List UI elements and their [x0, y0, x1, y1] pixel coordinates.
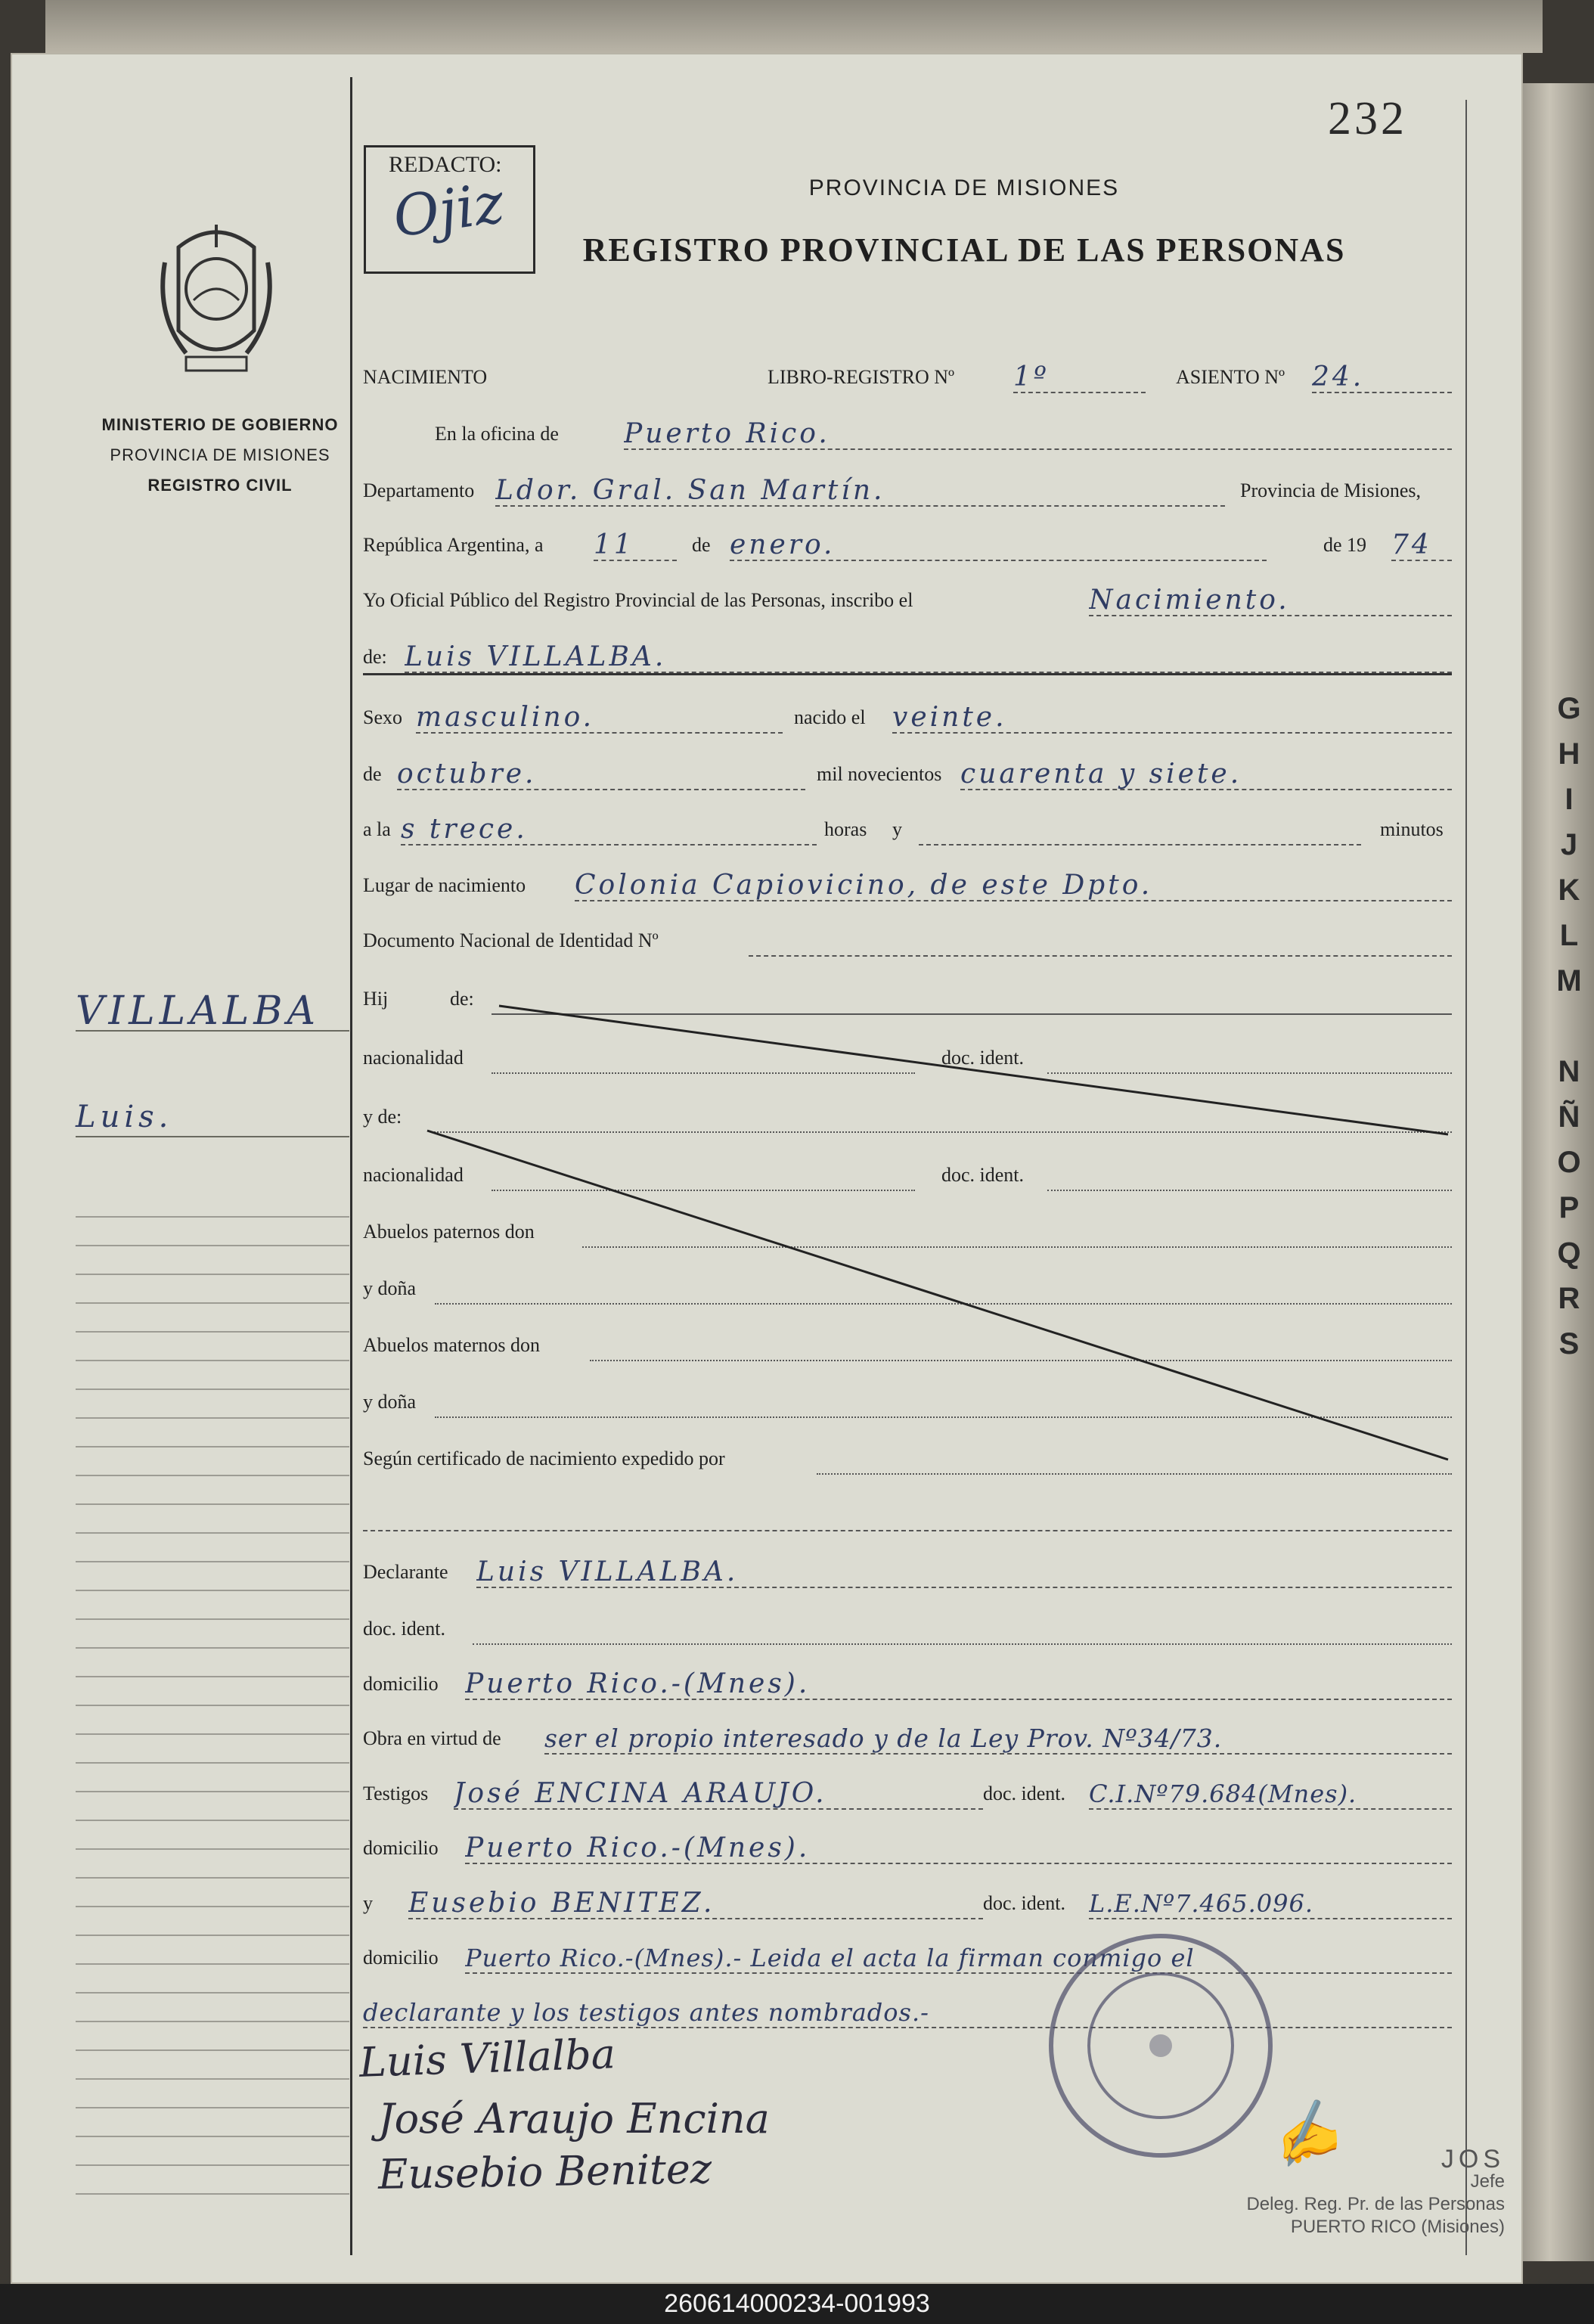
lugar-value: Colonia Capiovicino, de este Dpto. — [575, 871, 1452, 901]
hijo-label: Hij — [363, 988, 389, 1010]
continuacion-value: declarante y los testigos antes nombrados.- — [363, 1998, 1452, 2028]
row-declarante-doc — [363, 1607, 1452, 1645]
testigo2-value: Eusebio BENITEZ. — [408, 1889, 983, 1919]
tab-letter[interactable]: K — [1558, 873, 1580, 907]
sexo-value: masculino. — [416, 703, 783, 734]
de-label: de — [692, 534, 711, 556]
oficial-label: Yo Oficial Público del Registro Provincial de las Personas, inscribo el — [363, 589, 913, 611]
y-testigo-label: y — [363, 1892, 373, 1914]
tab-letter[interactable]: L — [1559, 919, 1579, 952]
testigo1-doc-label: doc. ident. — [983, 1783, 1066, 1804]
hora-value: s trece. — [401, 815, 817, 846]
declarante-domicilio-value: Puerto Rico.-(Mnes). — [465, 1670, 1452, 1700]
row-declarante-domicilio — [363, 1662, 1452, 1700]
row-continuacion — [363, 1990, 1452, 2028]
anio-value: 74 — [1391, 531, 1452, 561]
oficina-value: Puerto Rico. — [624, 420, 1452, 450]
minutos-label: minutos — [1380, 818, 1444, 840]
domicilio-label: domicilio — [363, 1837, 439, 1859]
anio-label: de 19 — [1323, 534, 1367, 556]
provincia-label: Provincia de Misiones, — [1240, 479, 1422, 501]
nacionalidad-label: nacionalidad — [363, 1164, 464, 1186]
official-stamp-text — [1225, 2145, 1505, 2239]
de-persona-label: de: — [363, 646, 387, 668]
certificado-label: Según certificado de nacimiento expedido por — [363, 1447, 725, 1469]
doc-ident-label: doc. ident. — [941, 1047, 1025, 1069]
dia-value: 11 — [594, 531, 677, 561]
declarante-doc-value — [473, 1615, 1452, 1645]
declarante-label: Declarante — [363, 1561, 448, 1583]
hijo-de-label: de: — [450, 988, 474, 1010]
signature-testigo-2: Eusebio Benitez — [377, 2145, 712, 2198]
obra-label: Obra en virtud de — [363, 1727, 501, 1749]
act-type: NACIMIENTO — [363, 366, 488, 388]
signature-testigo-1: José Araujo Encina — [378, 2095, 770, 2142]
signature-declarante: Luis Villalba — [358, 2030, 616, 2087]
tab-letter[interactable]: H — [1558, 737, 1580, 771]
departamento-label: Departamento — [363, 479, 475, 501]
province-line: PROVINCIA DE MISIONES — [110, 445, 330, 464]
y-dona-label: y doña — [363, 1391, 417, 1413]
domicilio-label: domicilio — [363, 1947, 439, 1969]
tab-letter[interactable]: J — [1560, 828, 1578, 861]
tab-letter[interactable]: S — [1558, 1327, 1580, 1361]
redacto-label: REDACTO: — [389, 152, 502, 177]
page-number: 232 — [1328, 93, 1407, 144]
republica-label: República Argentina, a — [363, 534, 544, 556]
margin-given-name: Luis. — [76, 1098, 349, 1137]
tab-letter[interactable]: N — [1558, 1055, 1580, 1088]
row-obra — [363, 1717, 1452, 1755]
official-mark-line: JOS — [1440, 2145, 1505, 2174]
signature-oficial: ✍ — [1261, 2093, 1347, 2176]
departamento-value: Ldor. Gral. San Martín. — [495, 476, 1225, 507]
tab-letter[interactable]: I — [1565, 783, 1574, 816]
row-testigo-2 — [363, 1882, 1452, 1919]
civil-registry-line: REGISTRO CIVIL — [147, 476, 293, 495]
oficina-label: En la oficina de — [435, 423, 559, 445]
tab-letter[interactable]: Q — [1557, 1236, 1581, 1270]
testigos-label: Testigos — [363, 1783, 429, 1804]
domicilio-label: domicilio — [363, 1673, 439, 1695]
ministry-line: MINISTERIO DE GOBIERNO — [101, 415, 339, 434]
a-las-label: a la — [363, 818, 391, 840]
declarante-value: Luis VILLALBA. — [476, 1558, 1452, 1588]
inscribo-value: Nacimiento. — [1089, 586, 1452, 616]
dni-label: Documento Nacional de Identidad Nº — [363, 929, 659, 951]
lugar-label: Lugar de nacimiento — [363, 874, 526, 896]
libro-value: 1º — [1013, 363, 1146, 393]
libro-label: LIBRO-REGISTRO Nº — [768, 366, 955, 388]
mes-nac-value: octubre. — [397, 760, 805, 790]
tab-letter[interactable]: Ñ — [1558, 1100, 1580, 1134]
asiento-value: 24. — [1312, 363, 1452, 393]
official-mark-line: Deleg. Reg. Pr. de las Personas — [1246, 2194, 1505, 2214]
testigo2-domicilio-value: Puerto Rico.-(Mnes).- Leida el acta la firman conmigo el — [465, 1944, 1452, 1974]
y-dona-label: y doña — [363, 1277, 417, 1299]
row-declarante — [363, 1550, 1452, 1588]
asiento-label: ASIENTO Nº — [1176, 366, 1285, 388]
tab-letter[interactable]: P — [1558, 1191, 1580, 1224]
official-mark-line: Jefe — [1470, 2171, 1505, 2192]
row-testigo-2-domicilio — [363, 1936, 1452, 1974]
registry-seal-icon — [1044, 1928, 1278, 2163]
y-label: y — [892, 818, 902, 840]
row-testigo-1-domicilio — [363, 1826, 1452, 1864]
y-de-label: y de: — [363, 1106, 402, 1128]
testigo2-doc-label: doc. ident. — [983, 1892, 1066, 1914]
de-mes-label: de — [363, 763, 382, 785]
scan-id-bar: 260614000234-001993 — [0, 2284, 1594, 2324]
nacionalidad-label: nacionalidad — [363, 1047, 464, 1069]
abuelos-paternos-label: Abuelos paternos don — [363, 1221, 535, 1243]
anio-nac-value: cuarenta y siete. — [960, 760, 1452, 790]
official-mark-line: PUERTO RICO (Misiones) — [1290, 2217, 1505, 2237]
abuelos-maternos-label: Abuelos maternos don — [363, 1334, 540, 1356]
margin-surname: VILLALBA — [76, 992, 349, 1032]
tab-letter[interactable]: O — [1557, 1146, 1581, 1179]
tab-letter[interactable]: M — [1556, 964, 1582, 998]
testigo1-doc-value: C.I.Nº79.684(Mnes). — [1089, 1779, 1452, 1810]
mil-label: mil novecientos — [817, 763, 942, 785]
nacido-value: veinte. — [892, 703, 1452, 734]
redacto-initials: Ojiz — [389, 170, 508, 250]
testigo2-doc-value: L.E.Nº7.465.096. — [1089, 1889, 1452, 1919]
nacido-label: nacido el — [794, 706, 866, 728]
row-testigo-1 — [363, 1772, 1452, 1810]
persona-value: Luis VILLALBA. — [405, 643, 1452, 673]
mes-value: enero. — [730, 531, 1267, 561]
sexo-label: Sexo — [363, 706, 402, 728]
tab-letter[interactable]: R — [1558, 1282, 1580, 1315]
tab-letter[interactable]: G — [1557, 692, 1581, 725]
registry-title: REGISTRO PROVINCIAL DE LAS PERSONAS — [582, 231, 1346, 268]
testigo1-value: José ENCINA ARAUJO. — [454, 1779, 983, 1810]
horas-label: horas — [824, 818, 867, 840]
declarante-doc-label: doc. ident. — [363, 1618, 446, 1640]
obra-value: ser el propio interesado y de la Ley Prov. Nº34/73. — [544, 1724, 1452, 1755]
testigo1-domicilio-value: Puerto Rico.-(Mnes). — [465, 1834, 1452, 1864]
province-title: PROVINCIA DE MISIONES — [808, 175, 1120, 200]
doc-ident-label: doc. ident. — [941, 1164, 1025, 1186]
